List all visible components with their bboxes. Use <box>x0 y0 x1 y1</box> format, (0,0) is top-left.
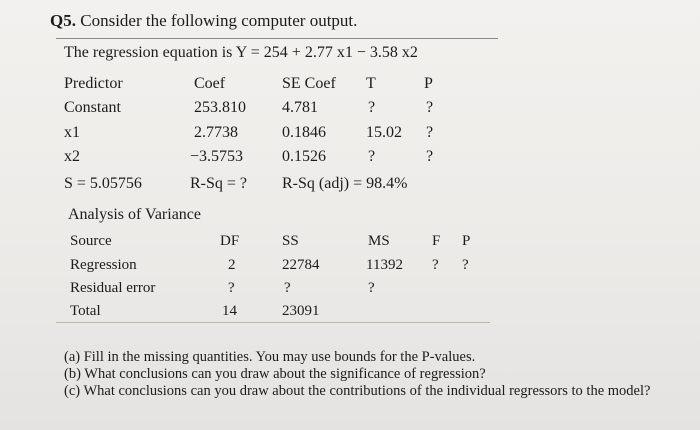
anova-header-source: Source <box>70 233 112 249</box>
row-constant-se: 4.781 <box>282 99 318 116</box>
question-title <box>50 11 357 31</box>
s-value: S = 5.05756 <box>64 175 142 192</box>
row-x1-predictor: x1 <box>64 124 80 141</box>
anova-header-p: P <box>462 233 471 249</box>
anova-regression-df: 2 <box>228 257 236 273</box>
anova-total-ss: 23091 <box>282 303 320 319</box>
anova-header-df: DF <box>220 233 240 249</box>
row-constant-t: ? <box>368 99 376 116</box>
header-coef: Coef <box>194 75 226 92</box>
anova-regression-p: ? <box>462 257 469 273</box>
row-x1-p: ? <box>426 124 434 141</box>
anova-bottom-divider <box>56 322 490 323</box>
anova-regression-ss: 22784 <box>282 257 320 273</box>
row-x2-se: 0.1526 <box>282 148 326 165</box>
part-b: (b) What conclusions can you draw about the significance of regression? <box>64 366 486 382</box>
anova-regression-source: Regression <box>70 257 137 273</box>
part-a: (a) Fill in the missing quantities. You may use bounds for the P-values. <box>64 349 476 365</box>
anova-header-f: F <box>432 233 441 249</box>
anova-residual-source: Residual error <box>70 280 156 296</box>
anova-residual-ms: ? <box>368 280 375 296</box>
title-divider <box>56 38 498 39</box>
question-intro: Consider the following computer output. <box>75 11 358 30</box>
row-x1-t: 15.02 <box>366 124 402 141</box>
question-parts <box>64 349 684 400</box>
r-sq-adj-value: R-Sq (adj) = 98.4% <box>282 175 408 192</box>
row-x2-t: ? <box>368 148 376 165</box>
anova-residual-ss: ? <box>284 280 291 296</box>
row-x1-coef: 2.7738 <box>194 124 238 141</box>
row-x1-se: 0.1846 <box>282 124 326 141</box>
row-x2-coef: −3.5753 <box>190 148 244 165</box>
anova-total-source: Total <box>70 303 101 319</box>
anova-total-df: 14 <box>222 303 237 319</box>
header-t: T <box>366 75 376 92</box>
question-number: Q5. <box>50 11 76 30</box>
row-x2-predictor: x2 <box>64 148 80 165</box>
anova-header-ss: SS <box>282 233 299 249</box>
anova-residual-df: ? <box>228 280 235 296</box>
part-c: (c) What conclusions can you draw about the contributions of the individual regressors to the model? <box>64 383 651 399</box>
r-sq-value: R-Sq = ? <box>190 175 248 192</box>
header-predictor: Predictor <box>64 75 123 92</box>
row-constant-p: ? <box>426 99 434 116</box>
regression-equation: The regression equation is Y = 254 + 2.77 x1 − 3.58 x2 <box>64 44 418 61</box>
header-se-coef: SE Coef <box>282 75 336 92</box>
anova-regression-f: ? <box>432 257 439 273</box>
anova-regression-ms: 11392 <box>366 257 403 273</box>
row-constant-predictor: Constant <box>64 99 121 116</box>
row-x2-p: ? <box>426 148 434 165</box>
anova-header-ms: MS <box>368 233 390 249</box>
anova-title: Analysis of Variance <box>68 206 201 223</box>
header-p: P <box>424 75 433 92</box>
row-constant-coef: 253.810 <box>194 99 246 116</box>
